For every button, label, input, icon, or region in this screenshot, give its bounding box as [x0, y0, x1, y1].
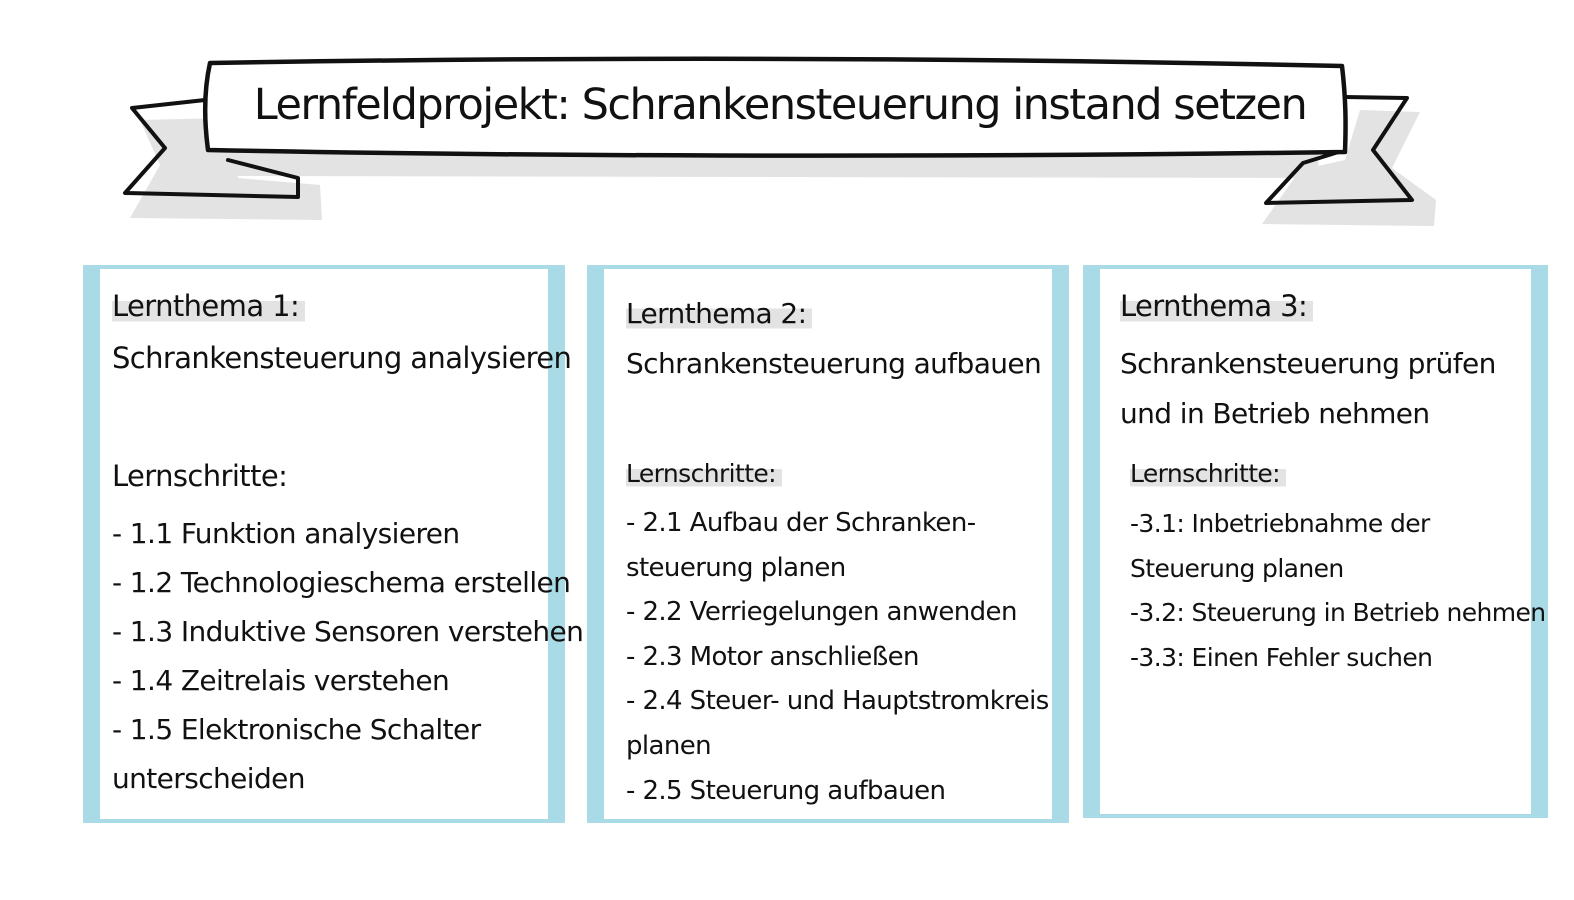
card-title: Schrankensteuerung analysieren: [112, 341, 572, 375]
list-item: - 1.1 Funktion analysieren: [112, 517, 460, 550]
card-title-line: und in Betrieb nehmen: [1120, 397, 1430, 430]
steps-label: Lernschritte:: [626, 459, 782, 488]
list-item: - 1.4 Zeitrelais verstehen: [112, 664, 450, 697]
card-title-line: Schrankensteuerung prüfen: [1120, 347, 1496, 380]
list-item: -3.2: Steuerung in Betrieb nehmen: [1130, 598, 1546, 628]
lernthema-card-3: [1083, 265, 1548, 818]
card-heading: Lernthema 1:: [112, 289, 305, 323]
card-title: [1120, 339, 1496, 439]
lernthema-card-2: [587, 265, 1069, 823]
list-item: -3.3: Einen Fehler suchen: [1130, 642, 1433, 672]
card-heading: Lernthema 3:: [1120, 289, 1313, 323]
list-item: - 2.2 Verriegelungen anwenden: [626, 597, 1017, 628]
steps-label: Lernschritte:: [1130, 459, 1286, 488]
steps-list: [626, 501, 1049, 813]
list-item-continuation: Steuerung planen: [1130, 553, 1344, 583]
list-item-continuation: steuerung planen: [626, 552, 846, 583]
card-heading: Lernthema 2:: [626, 297, 812, 330]
list-item: - 2.1 Aufbau der Schranken-: [626, 508, 976, 538]
list-item: - 1.2 Technologieschema erstellen: [112, 566, 571, 599]
page-title: Lernfeldprojekt: Schrankensteuerung instand setzen: [253, 80, 1307, 130]
list-item-continuation: unterscheiden: [112, 762, 305, 795]
steps-list: [112, 509, 583, 803]
steps-label: Lernschritte:: [112, 459, 288, 493]
list-item: - 1.5 Elektronische Schalter: [112, 713, 481, 746]
card-title: Schrankensteuerung aufbauen: [626, 347, 1042, 380]
list-item: - 1.3 Induktive Sensoren verstehen: [112, 615, 584, 648]
list-item: -3.1: Inbetriebnahme der: [1130, 509, 1430, 538]
list-item: - 2.3 Motor anschließen: [626, 641, 919, 672]
lernthema-card-1: [83, 265, 584, 823]
list-item: - 2.5 Steuerung aufbauen: [626, 775, 946, 806]
list-item-continuation: planen: [626, 730, 712, 761]
steps-list: [1130, 502, 1546, 680]
list-item: - 2.4 Steuer- und Hauptstromkreis: [626, 686, 1049, 717]
